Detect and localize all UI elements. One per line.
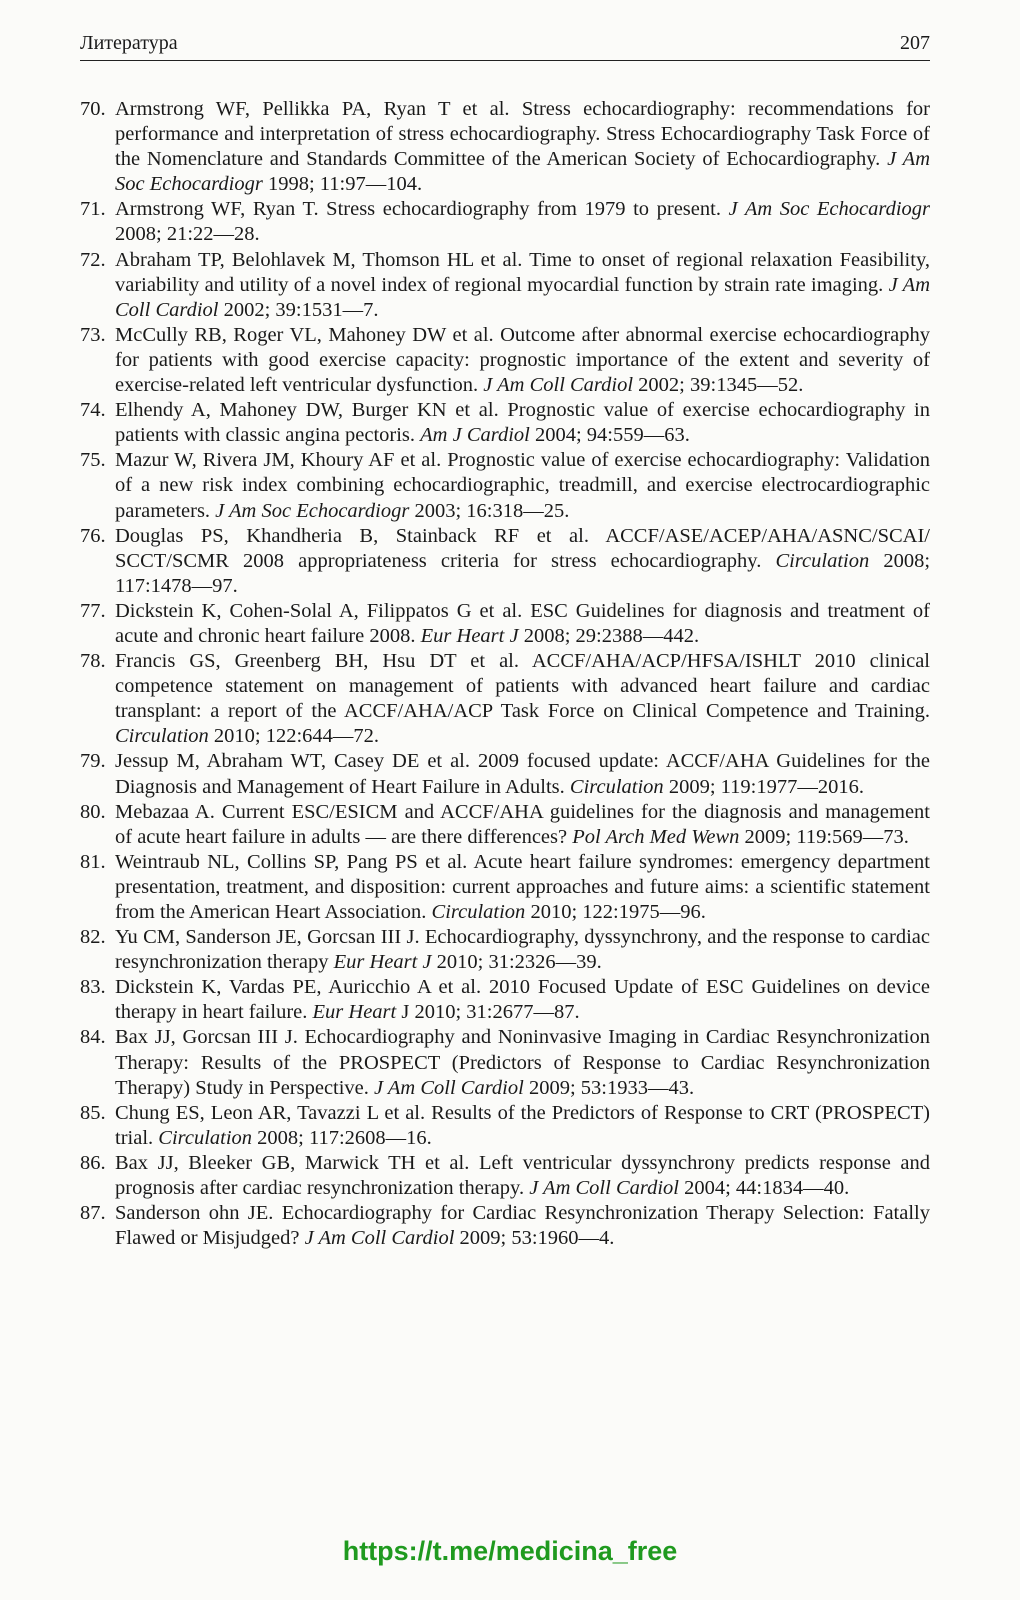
reference-journal: Am J Cardiol (420, 424, 530, 447)
reference-citation: 2008; 117:1478—97. (115, 549, 931, 597)
reference-text: Armstrong WF, Pellikka PA, Ryan T et al. Stress echocardiography: recommendations for performance and interpretation of stress echocardiography. Stress Echocardiography Task Force of the Nomenclature and Standards Committee of the American Society of Echocardiography. (115, 98, 930, 171)
reference-text: Armstrong WF, Ryan T. Stress echocardiography from 1979 to present. (115, 198, 721, 221)
reference-item (80, 1025, 930, 1100)
reference-item (80, 448, 930, 523)
reference-journal: Pol Arch Med Wewn (572, 825, 740, 848)
section-title: Литература (80, 32, 178, 54)
reference-number: 72. (80, 248, 106, 271)
reference-citation: 2009; 119:569—73. (744, 825, 909, 848)
reference-citation: J 2010; 31:2677—87. (401, 1001, 580, 1024)
reference-journal: J Am Coll Cardiol (304, 1227, 455, 1250)
reference-number: 86. (80, 1151, 106, 1174)
reference-citation: 2003; 16:318—25. (414, 499, 570, 522)
reference-citation: 2008; 29:2388—442. (523, 624, 700, 647)
reference-item (80, 800, 930, 850)
reference-number: 83. (80, 976, 106, 999)
reference-journal: J Am Soc Echocardiogr (115, 148, 931, 196)
reference-number: 77. (80, 599, 106, 622)
reference-item (80, 1151, 930, 1201)
reference-citation: 2009; 53:1933—43. (528, 1076, 695, 1099)
reference-journal: J Am Coll Cardiol (374, 1076, 524, 1099)
reference-item (80, 323, 930, 398)
reference-text: Weintraub NL, Collins SP, Pang PS et al. Acute heart failure syndromes: emergency department presentation, treatment, and disposition: current approaches and future aims: a scientific statement from the American Heart Association. (115, 850, 930, 923)
reference-number: 71. (80, 198, 106, 221)
reference-text: McCully RB, Roger VL, Mahoney DW et al. Outcome after abnormal exercise echocardiography for patients with good exercise capacity: prognostic importance of the extent and severity of exercise-related left ventricular dysfunction. (115, 323, 930, 397)
reference-journal: Eur Heart J (333, 951, 432, 974)
reference-list (80, 97, 930, 1251)
reference-item (80, 248, 930, 323)
reference-text: Douglas PS, Khandheria B, Stainback RF et al. ACCF/ASE/ACEP/AHA/ASNC/SCAI/ SCCT/SCMR 2008 appropriateness criteria for stress echocardiography. (115, 524, 930, 572)
reference-text: Dickstein K, Cohen-Solal A, Filippatos G et al. ESC Guidelines for diagnosis and treatment of acute and chronic heart failure 2008. (115, 599, 930, 647)
reference-text: Sanderson ohn JE. Echocardiography for Cardiac Resynchronization Therapy Selection: Fatally Flawed or Misjudged? (115, 1202, 930, 1250)
reference-journal: J Am Coll Cardiol (529, 1177, 679, 1200)
reference-citation: 2010; 122:1975—96. (530, 901, 706, 923)
reference-item (80, 749, 930, 799)
reference-item (80, 599, 930, 649)
reference-journal: J Am Coll Cardiol (483, 374, 634, 397)
reference-number: 85. (80, 1101, 106, 1124)
page-header (80, 30, 930, 61)
reference-text: Yu CM, Sanderson JE, Gorcsan III J. Echocardiography, dyssynchrony, and the response to cardiac resynchronization therapy (115, 926, 930, 974)
reference-text: Abraham TP, Belohlavek M, Thomson HL et al. Time to onset of regional relaxation Feasibility, variability and utility of a novel index of regional myocardial function by strain rate imaging. (115, 248, 930, 296)
reference-text: Chung ES, Leon AR, Tavazzi L et al. Results of the Predictors of Response to CRT (PROSPECT) trial. (115, 1101, 930, 1149)
reference-text: Bax JJ, Gorcsan III J. Echocardiography and Noninvasive Imaging in Cardiac Resynchronization Therapy: Results of the PROSPECT (Predictors of Response to Cardiac Resynchronization Therapy) Study in Perspective. (115, 1026, 930, 1099)
reference-citation: 2009; 119:1977—2016. (668, 775, 864, 798)
reference-citation: 2010; 122:644—72. (213, 725, 380, 748)
reference-item (80, 1101, 930, 1151)
reference-citation: 2009; 53:1960—4. (459, 1227, 615, 1250)
reference-citation: 2004; 44:1834—40. (684, 1177, 850, 1200)
reference-item (80, 925, 930, 975)
reference-text: Elhendy A, Mahoney DW, Burger KN et al. Prognostic value of exercise echocardiography in patients with classic angina pectoris. (115, 399, 930, 447)
reference-item (80, 975, 930, 1025)
reference-journal: J Am Soc Echocardiogr (215, 499, 410, 522)
page-number: 207 (900, 32, 930, 54)
reference-citation: 2008; 117:2608—16. (257, 1126, 432, 1149)
reference-item (80, 524, 930, 599)
reference-number: 78. (80, 650, 106, 673)
reference-citation: 2008; 21:22—28. (115, 223, 260, 246)
reference-number: 76. (80, 524, 106, 547)
reference-journal: Circulation (158, 1126, 253, 1149)
reference-journal: Eur Heart J (420, 624, 519, 647)
reference-item (80, 1201, 930, 1251)
reference-journal: Eur Heart (312, 1001, 397, 1024)
reference-journal: J Am Coll Cardiol (115, 273, 930, 321)
reference-number: 74. (80, 399, 106, 422)
reference-journal: Circulation (431, 901, 526, 923)
reference-item (80, 197, 930, 247)
telegram-link[interactable]: https://t.me/medicina_free (342, 1536, 678, 1566)
reference-text: Mebazaa A. Current ESC/ESICM and ACCF/AHA guidelines for the diagnosis and management of acute heart failure in adults — are there differences? (115, 800, 930, 848)
reference-text: Jessup M, Abraham WT, Casey DE et al. 2009 focused update: ACCF/AHA Guidelines for the Diagnosis and Management of Heart Failure in Adults. (115, 750, 930, 798)
reference-item (80, 850, 930, 925)
reference-number: 75. (80, 449, 106, 472)
reference-number: 82. (80, 926, 106, 949)
reference-text: Bax JJ, Bleeker GB, Marwick TH et al. Left ventricular dyssynchrony predicts response and prognosis after cardiac resynchronization therapy. (115, 1151, 930, 1200)
reference-number: 80. (80, 800, 106, 823)
reference-citation: 2004; 94:559—63. (534, 424, 690, 447)
reference-item (80, 649, 930, 749)
reference-number: 87. (80, 1202, 106, 1225)
reference-citation: 1998; 11:97—104. (267, 173, 423, 196)
reference-journal: Circulation (569, 775, 664, 798)
reference-journal: J Am Soc Echocardiogr (728, 198, 931, 221)
reference-journal: Circulation (115, 725, 209, 748)
reference-number: 73. (80, 323, 106, 346)
reference-number: 79. (80, 750, 106, 773)
reference-citation: 2002; 39:1345—52. (638, 374, 804, 397)
reference-text: Francis GS, Greenberg BH, Hsu DT et al. ACCF/AHA/ACP/HFSA/ISHLT 2010 clinical competence statement on management of patients with advanced heart failure and cardiac transplant: a report of the ACCF/AHA/ACP Task Force on Clinical Competence and Training. (115, 650, 930, 723)
reference-item (80, 97, 930, 197)
reference-number: 70. (80, 98, 106, 120)
reference-citation: 2002; 39:1531—7. (223, 298, 379, 321)
reference-number: 84. (80, 1026, 106, 1049)
reference-item (80, 398, 930, 448)
reference-journal: Circulation (775, 549, 870, 572)
reference-number: 81. (80, 850, 106, 873)
reference-text: Dickstein K, Vardas PE, Auricchio A et al. 2010 Focused Update of ESC Guidelines on device therapy in heart failure. (115, 976, 930, 1024)
reference-text: Mazur W, Rivera JM, Khoury AF et al. Prognostic value of exercise echocardiography: Validation of a new risk index combining echocardiographic, treadmill, and exercise electrocardiographic parameters. (115, 449, 930, 522)
reference-citation: 2010; 31:2326—39. (436, 951, 602, 974)
